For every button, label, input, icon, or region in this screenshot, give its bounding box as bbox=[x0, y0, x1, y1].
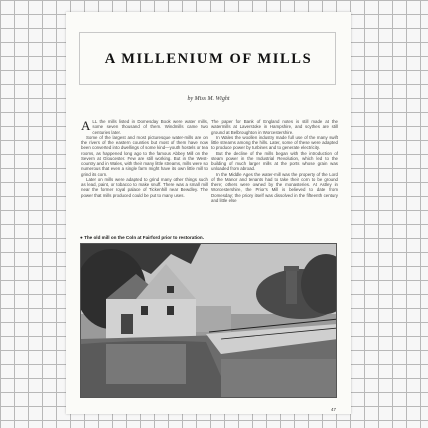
paragraph-text: LL the mills listed in Domesday Book were water mills, some seven thousand of them. Windmills came two centuries later. bbox=[92, 119, 208, 135]
drop-cap: A bbox=[81, 119, 91, 133]
article-title: A MILLENIUM OF MILLS bbox=[104, 51, 313, 67]
paragraph: Later on mills were adapted to grind many other things such as lead, paint, or tobacco to make snuff. There was a small mill near the former royal palace of Tickenhill near Bewdley. The power that mills produced could be put to many uses. bbox=[81, 176, 208, 198]
mill-photo-illustration bbox=[81, 244, 337, 398]
caption-text: The old mill on the Coln at Fairford prior to restoration. bbox=[84, 235, 205, 240]
photo-caption: ● The old mill on the Coln at Fairford prior to restoration. bbox=[80, 235, 205, 240]
article-byline: by Miss M. Wight bbox=[187, 96, 230, 102]
magazine-page bbox=[66, 12, 351, 414]
paragraph bbox=[81, 119, 208, 135]
page-number: 47 bbox=[330, 407, 336, 412]
mill-photograph bbox=[80, 243, 337, 398]
left-column bbox=[81, 119, 208, 231]
paragraph: But the decline of the mills began with the introduction of steam power in the Industrial Revolution, which led to the building of much larger mills at the ports whose grain was unloaded from abroad. bbox=[211, 150, 338, 172]
paragraph: In the Middle Ages the water-mill was the property of the Lord of the Manor and tenants had to take their corn to be ground there; others were owned by the monasteries. At Astley in Worcestershire, the Prior's Mill is believed to date from Domesday; the priory itself was dissolved in the fifteenth century and little else bbox=[211, 171, 338, 203]
paragraph: In Wales the woollen industry made full use of the many swift little streams among the hills. Later, some of these were adapted to produce power by turbines and to generate electricity. bbox=[211, 134, 338, 151]
paragraph: Some of the largest and most picturesque water-mills are on the rivers of the eastern counties but most of them have now been converted into dwellings of some kind—youth hostels or tea rooms, as happened long ago to the famous Abbey Mill on the Severn at Gloucester. Few are still working. But in the West-country and in Wales, with their many little streams, mills were so numerous that even a single farm might have its own little mill to grind its corn. bbox=[81, 134, 208, 177]
right-column bbox=[211, 119, 338, 231]
paragraph: The paper for Bank of England notes is still made at the watermills at Laverstoke in Hampshire, and scythes are still ground at Belbroughton in Worcestershire. bbox=[211, 119, 338, 135]
